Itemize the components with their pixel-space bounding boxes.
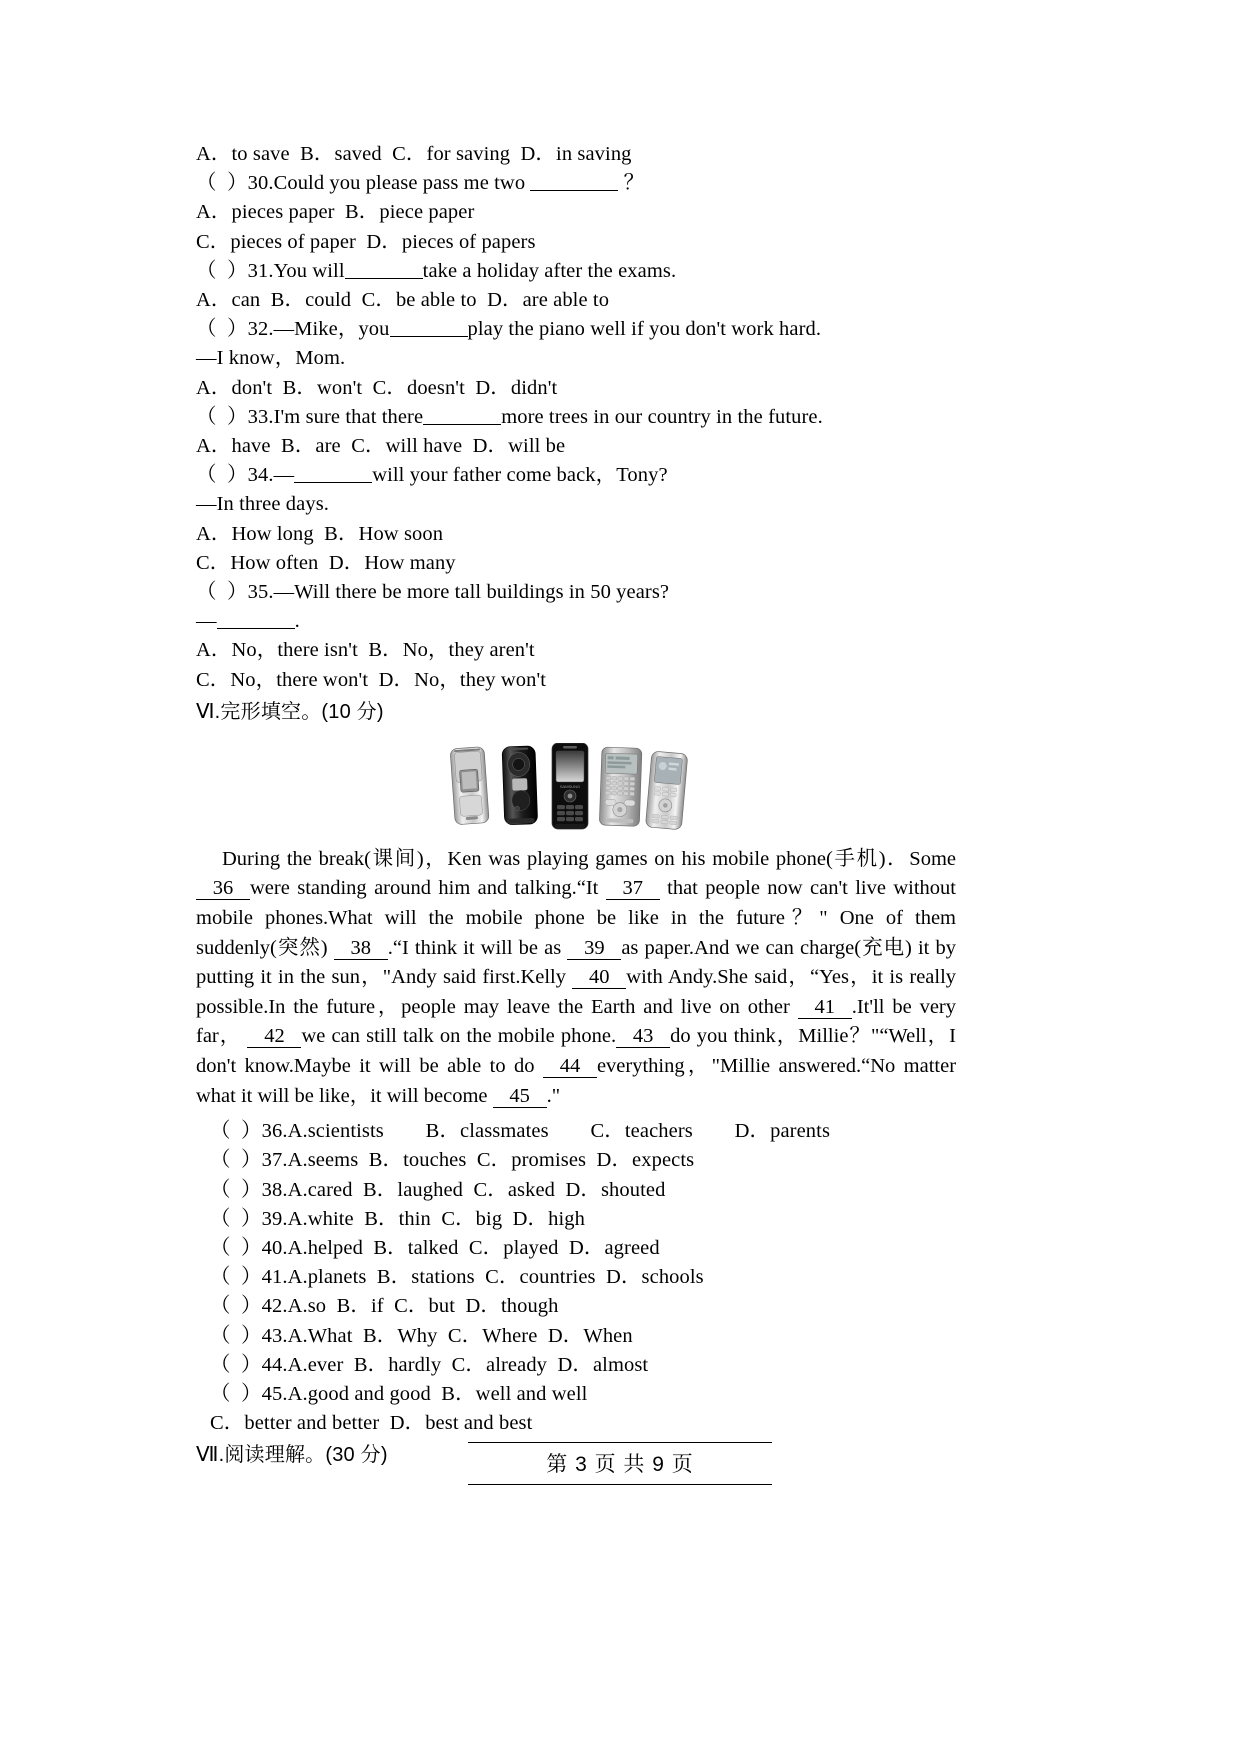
cloze-choice-39: （ ）39.A.white B．thin C．big D．high (210, 1207, 585, 1230)
passage-seg-1: During the break(课间)，Ken was playing games on his mobile phone(手机)．Some (222, 847, 956, 870)
section-vi-heading (196, 697, 956, 727)
q34-stem-pre: （ ）34.— (196, 464, 295, 487)
passage-seg-8: first.Kelly (482, 966, 567, 989)
svg-text:SAMSUNG: SAMSUNG (559, 783, 581, 789)
section-vii-numeral: Ⅶ (196, 1444, 219, 1467)
passage-seg-12: we can still talk on the mobile (301, 1025, 555, 1048)
q33-stem-pre: （ ）33.I'm sure that there (196, 405, 424, 428)
page-number-label: 第 3 页 共 9 页 (468, 1442, 772, 1485)
passage-seg-5: .“I (387, 936, 409, 959)
q32-options: A．don't B．won't C．doesn't D．didn't (196, 376, 558, 399)
answer-blank (423, 409, 501, 425)
passage-seg-9: with Andy.She said，“Yes，it is really possible.In the future，people may (196, 966, 957, 1018)
cloze-choice-44: （ ）44.A.ever B．hardly C．already D．almost (210, 1353, 649, 1376)
passage-seg-6: think it will be as (414, 936, 562, 959)
cloze-choices-list (196, 1117, 956, 1438)
q30-stem-pre: （ ）30.Could you please pass me two (196, 172, 531, 195)
section-vi-title: .完形填空。(10 分) (214, 700, 384, 723)
five-mobile-phones-photo (448, 743, 694, 831)
answer-blank (217, 613, 295, 629)
passage-seg-2: were standing around him and talking.“It (250, 877, 599, 900)
cloze-blank-45: 45 (493, 1085, 547, 1108)
cloze-choice-36: （ ）36.A.scientists B．classmates C．teachers D．parents (210, 1120, 831, 1143)
passage-seg-4: phones.What will the mobile phone be like in the future？" One of them suddenly(突然) (196, 907, 956, 959)
passage-seg-11: .It'll be very far， (196, 995, 957, 1048)
cloze-passage (196, 845, 956, 1111)
q30-options-ab: A．pieces paper B．piece paper (196, 201, 475, 224)
cloze-blank-41: 41 (798, 996, 852, 1019)
passage-seg-15: everything，"Millie answered.“No matter what it will be like，it will become (196, 1055, 957, 1107)
section-vii-title: .阅读理解。(30 分) (218, 1444, 388, 1467)
q34-options-cd: C．How often D．How many (196, 551, 456, 574)
passage-seg-14: do you think，Millie？"“Well，I don't know.Maybe it will be able to do (196, 1025, 956, 1078)
passage-seg-7: as paper.And we can charge(充电) it by putting it in the sun，"Andy said (196, 936, 956, 989)
q33-stem (196, 403, 956, 432)
q29-options: A．to save B．saved C．for saving D．in saving (196, 143, 632, 165)
cloze-blank-37: 37 (606, 877, 660, 900)
passage-seg-3: that people now can't live without mobile (196, 877, 956, 930)
cloze-choice-45: （ ）45.A.good and good B．well and well (210, 1383, 588, 1406)
q31-stem-post: take a holiday after the exams. (422, 259, 677, 282)
q34-reply: —In three days. (196, 493, 329, 516)
q35-reply-pre: — (196, 610, 217, 633)
phone-dark-patterned (502, 746, 538, 825)
cloze-blank-38: 38 (334, 937, 388, 960)
q35-reply-post: . (294, 610, 300, 633)
section-vi-numeral: Ⅵ (196, 700, 215, 723)
cloze-choice-40: （ ）40.A.helped B．talked C．played D．agreed (210, 1237, 660, 1260)
q35-stem: （ ）35.—Will there be more tall buildings in 50 years? (196, 581, 670, 604)
cloze-choice-45-tail: C．better and better D．best and best (210, 1412, 533, 1435)
answer-blank (345, 263, 423, 279)
phone-flip (450, 746, 489, 824)
answer-blank (390, 321, 468, 337)
passage-seg-16: ." (546, 1084, 561, 1107)
page-footer (0, 1442, 1240, 1485)
cloze-figure (196, 743, 956, 831)
cloze-choice-43: （ ）43.A.What B．Why C．Where D．When (210, 1324, 633, 1347)
cloze-blank-40: 40 (572, 966, 626, 989)
q35-options-cd: C．No，there won't D．No，they won't (196, 668, 547, 691)
cloze-blank-39: 39 (567, 937, 621, 960)
q30-stem (196, 169, 956, 198)
q34-stem (196, 461, 956, 490)
q32-stem-post: play the piano well if you don't work hard. (467, 318, 822, 341)
phone-candybar (552, 743, 588, 829)
q30-options-cd: C．pieces of paper D．pieces of papers (196, 230, 536, 253)
q32-stem-pre: （ ）32.—Mike，you (196, 318, 390, 341)
cloze-blank-44: 44 (543, 1055, 597, 1078)
q30-stem-post: ？ (618, 172, 645, 195)
cloze-choice-41: （ ）41.A.planets B．stations C．countries D．schools (210, 1266, 704, 1289)
page-content (196, 140, 956, 1470)
cloze-choice-37: （ ）37.A.seems B．touches C．promises D．expects (210, 1149, 695, 1172)
cloze-blank-36: 36 (196, 877, 250, 900)
q32-stem (196, 315, 956, 344)
q32-reply: —I know，Mom. (196, 347, 346, 370)
q31-options: A．can B．could C．be able to D．are able to (196, 289, 610, 312)
q33-options: A．have B．are C．will have D．will be (196, 435, 566, 458)
phone-qwerty (599, 747, 642, 826)
cloze-blank-43: 43 (616, 1025, 670, 1048)
cloze-choice-42: （ ）42.A.so B．if C．but D．though (210, 1295, 559, 1318)
answer-blank (294, 467, 372, 483)
q33-stem-post: more trees in our country in the future. (501, 405, 823, 428)
answer-blank (530, 175, 618, 191)
q35-reply (196, 607, 956, 636)
passage-seg-10: leave the Earth and live on other (506, 995, 790, 1018)
phone-slider (645, 751, 687, 830)
cloze-choice-38: （ ）38.A.cared B．laughed C．asked D．shouted (210, 1178, 666, 1201)
passage-seg-13: phone. (560, 1025, 617, 1048)
q31-stem (196, 257, 956, 286)
q31-stem-pre: （ ）31.You will (196, 259, 345, 282)
q34-stem-post: will your father come back，Tony? (372, 464, 668, 487)
cloze-blank-42: 42 (247, 1025, 301, 1048)
q34-options-ab: A．How long B．How soon (196, 522, 444, 545)
q35-options-ab: A．No，there isn't B．No，they aren't (196, 639, 535, 662)
